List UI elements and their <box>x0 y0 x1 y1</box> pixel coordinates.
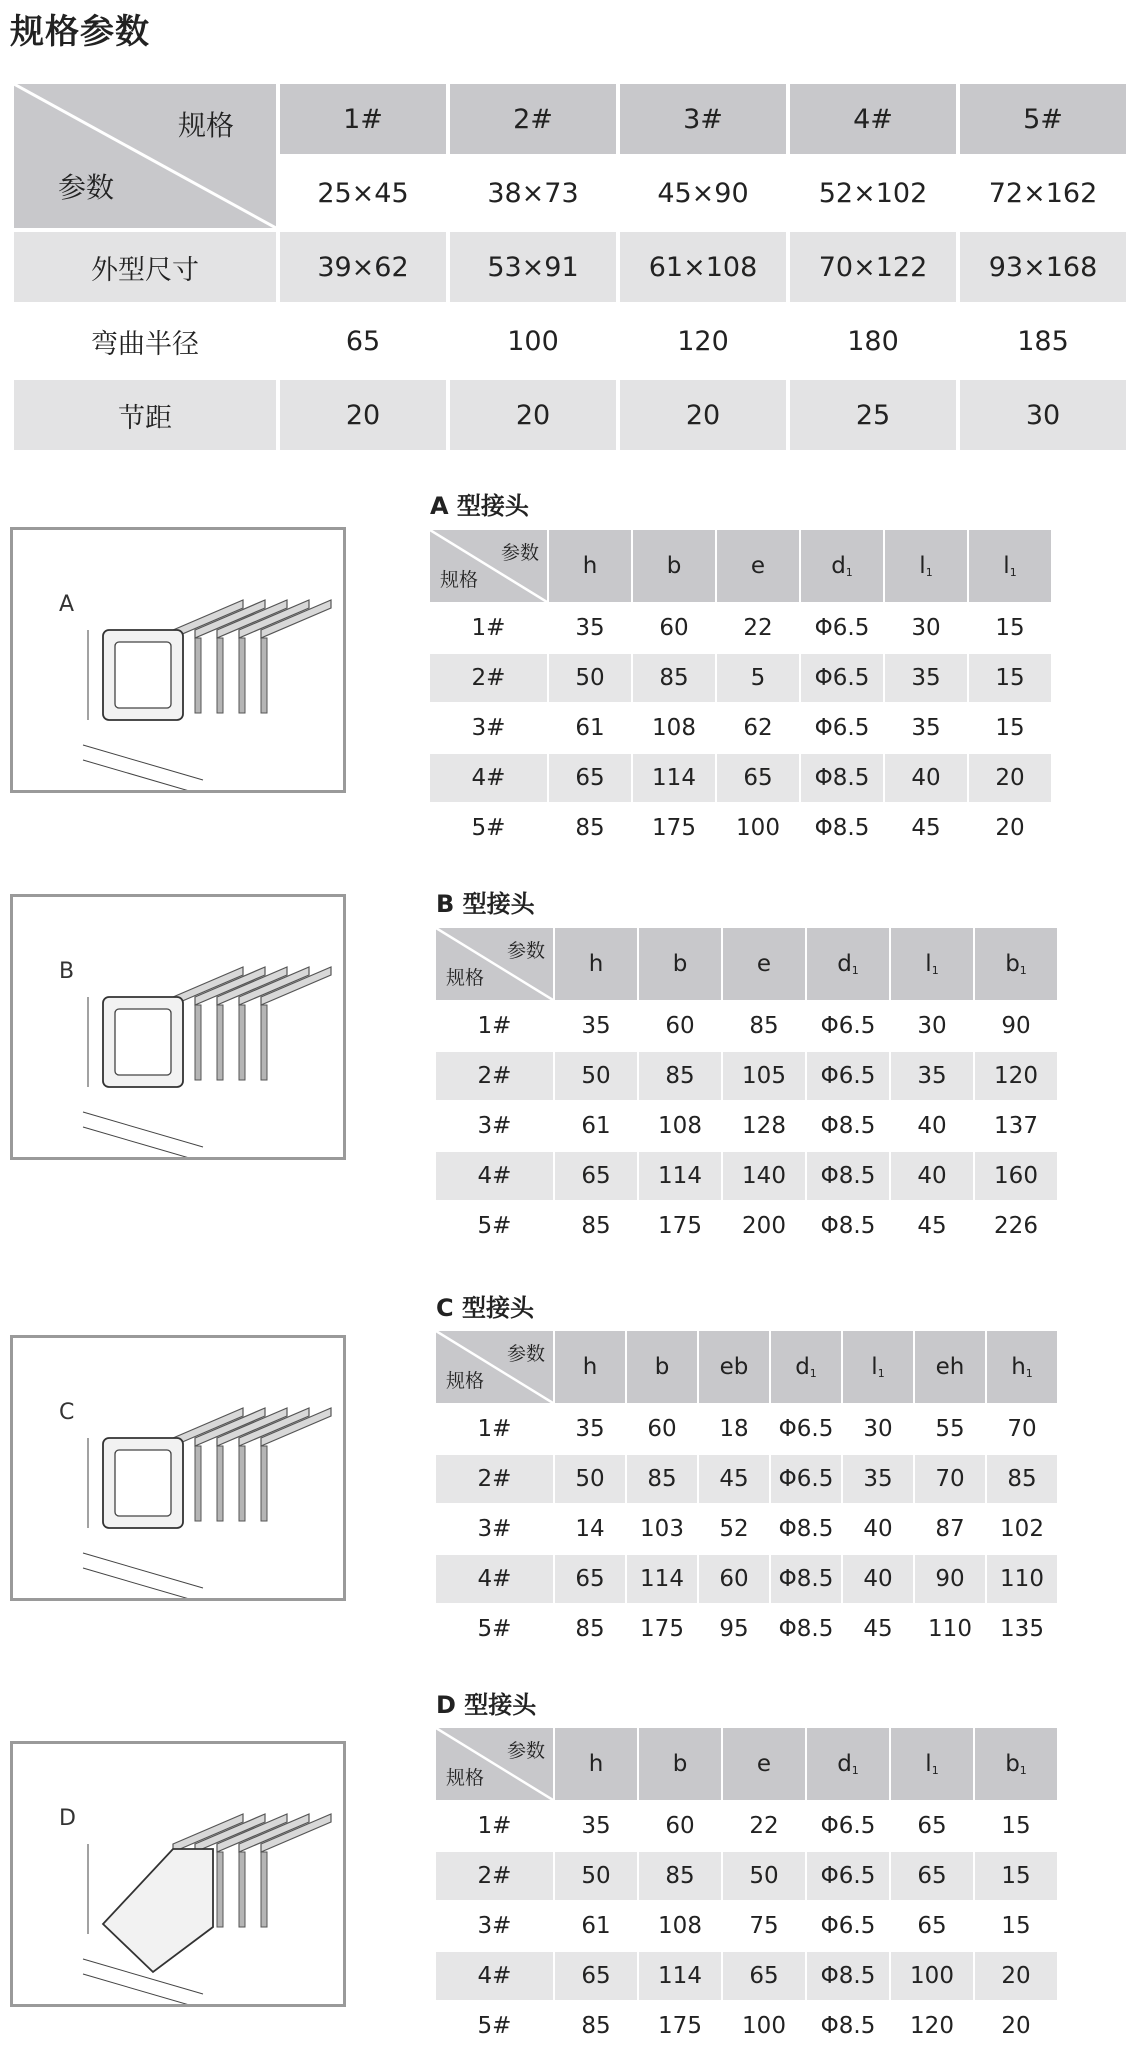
corner-label-spec: 规格 <box>446 967 485 989</box>
table-cell: 61×108 <box>620 232 786 302</box>
table-cell: 61 <box>581 1913 611 1939</box>
column-header: eh <box>915 1331 985 1403</box>
table-cell: 226 <box>994 1213 1038 1239</box>
table-cell: 18 <box>719 1416 749 1442</box>
joint-illustration <box>13 1744 343 2004</box>
slat-side <box>239 1005 245 1080</box>
row-label: 4# <box>436 1952 553 2000</box>
joint-image-letter: D <box>59 1806 76 1831</box>
table-cell: 20 <box>1001 2013 1031 2039</box>
column-header: h <box>549 530 631 602</box>
column-header: $l_1$ <box>885 530 967 602</box>
table-cell: 65 <box>549 754 631 802</box>
table-cell: 40 <box>885 754 967 802</box>
slat-side <box>261 1005 267 1080</box>
column-header: b <box>633 530 715 602</box>
table-row <box>436 1952 1057 2000</box>
table-cell: Φ8.5 <box>771 1555 841 1603</box>
table-cell: 108 <box>658 1913 702 1939</box>
spec-corner-cell <box>14 84 276 228</box>
joint-image <box>10 1335 346 1601</box>
column-header: b <box>627 1331 697 1403</box>
table-cell: 87 <box>935 1516 965 1542</box>
table-cell: 50 <box>555 1455 625 1503</box>
table-cell: 45 <box>917 1213 947 1239</box>
table-cell: 85 <box>639 1052 721 1100</box>
joint-opening <box>115 1009 171 1075</box>
row-label: 4# <box>430 754 547 802</box>
corner-label-param: 参数 <box>506 940 545 962</box>
joint-image-letter: A <box>59 592 75 617</box>
corner-label-param: 参数 <box>506 1740 545 1762</box>
table-row <box>436 1152 1057 1200</box>
joint-corner-cell <box>436 1331 553 1403</box>
size-header: 4# <box>790 84 956 154</box>
joint-image <box>10 894 346 1160</box>
table-cell: 200 <box>742 1213 786 1239</box>
table-cell: 95 <box>719 1616 749 1642</box>
table-cell: 175 <box>640 1616 684 1642</box>
column-header: $d_1$ <box>771 1331 841 1403</box>
row-label: 1# <box>477 1416 512 1442</box>
table-cell: Φ6.5 <box>801 654 883 702</box>
table-cell: 65 <box>555 1555 625 1603</box>
table-cell: Φ6.5 <box>807 1052 889 1100</box>
table-cell: 55 <box>935 1416 965 1442</box>
row-label: 2# <box>436 1852 553 1900</box>
table-cell: 61 <box>581 1113 611 1139</box>
table-cell: 85 <box>575 815 605 841</box>
table-row <box>436 1455 1057 1503</box>
table-cell: 35 <box>575 1416 605 1442</box>
row-label: 弯曲半径 <box>91 328 199 360</box>
column-header: b <box>639 928 721 1000</box>
table-cell: 20 <box>995 815 1025 841</box>
table-cell: 110 <box>928 1616 972 1642</box>
slat-side <box>239 1446 245 1521</box>
row-label: 2# <box>436 1455 553 1503</box>
column-header: e <box>717 530 799 602</box>
slat-side <box>261 638 267 713</box>
column-header: $d_1$ <box>807 928 889 1000</box>
table-row <box>436 2002 1057 2050</box>
table-cell: Φ8.5 <box>820 2013 876 2039</box>
table-cell: 50 <box>549 654 631 702</box>
table-cell: 60 <box>665 1013 695 1039</box>
column-header: h <box>555 1728 637 1800</box>
table-cell: 35 <box>581 1813 611 1839</box>
slat-side <box>261 1446 267 1521</box>
table-cell: 105 <box>723 1052 805 1100</box>
table-cell: 65 <box>717 754 799 802</box>
table-cell: 65 <box>917 1813 947 1839</box>
table-cell: 20 <box>975 1952 1057 2000</box>
joint-corner-cell <box>436 928 553 1000</box>
table-cell: 103 <box>640 1516 684 1542</box>
table-cell: 65 <box>917 1913 947 1939</box>
table-cell: 15 <box>1001 1813 1031 1839</box>
table-cell: 50 <box>555 1052 637 1100</box>
table-row <box>436 1102 1057 1150</box>
table-row <box>436 1852 1057 1900</box>
column-header: h <box>555 1331 625 1403</box>
table-cell: 108 <box>658 1113 702 1139</box>
table-cell: 14 <box>575 1516 605 1542</box>
row-label: 节距 <box>14 380 276 450</box>
column-header: $b_1$ <box>975 1728 1057 1800</box>
table-row <box>430 754 1051 802</box>
connector-drawing <box>83 1408 331 1598</box>
table-cell: 140 <box>723 1152 805 1200</box>
page-title: 规格参数 <box>10 12 150 52</box>
table-row <box>436 1555 1057 1603</box>
size-header: 5# <box>960 84 1126 154</box>
row-label: 5# <box>477 1213 512 1239</box>
table-cell: Φ8.5 <box>820 1213 876 1239</box>
size-header: 2# <box>450 84 616 154</box>
table-cell: 65 <box>891 1852 973 1900</box>
table-cell: 50 <box>555 1852 637 1900</box>
table-row <box>436 1052 1057 1100</box>
joint-table <box>434 926 1059 1252</box>
joint-illustration <box>13 897 343 1157</box>
table-cell: 114 <box>639 1152 721 1200</box>
table-cell: Φ8.5 <box>778 1516 834 1542</box>
joint-image-letter: C <box>59 1400 75 1425</box>
table-cell: 85 <box>581 2013 611 2039</box>
table-cell: 160 <box>975 1152 1057 1200</box>
row-label: 5# <box>477 2013 512 2039</box>
table-cell: 100 <box>736 815 780 841</box>
joint-opening <box>115 1450 171 1516</box>
table-cell: 85 <box>575 1616 605 1642</box>
row-label: 3# <box>471 715 506 741</box>
table-cell: 15 <box>975 1852 1057 1900</box>
column-header: $l_1$ <box>843 1331 913 1403</box>
corner-label-spec: 规格 <box>446 1370 485 1392</box>
table-cell: 137 <box>994 1113 1038 1139</box>
row-label: 外型尺寸 <box>14 232 276 302</box>
table-cell: 60 <box>647 1416 677 1442</box>
table-cell: 40 <box>891 1152 973 1200</box>
slat-side <box>239 1852 245 1927</box>
table-row <box>430 654 1051 702</box>
table-cell: 60 <box>699 1555 769 1603</box>
table-cell: Φ6.5 <box>814 715 870 741</box>
table-cell: 175 <box>652 815 696 841</box>
slat-side <box>195 1005 201 1080</box>
table-cell: 70 <box>915 1455 985 1503</box>
joint-title: A 型接头 <box>430 492 529 520</box>
table-row <box>436 1405 1057 1453</box>
table-cell: 40 <box>843 1555 913 1603</box>
table-cell: 85 <box>627 1455 697 1503</box>
table-cell: Φ6.5 <box>778 1416 834 1442</box>
slat-side <box>195 1446 201 1521</box>
table-cell: 90 <box>1001 1013 1031 1039</box>
table-row <box>430 604 1051 652</box>
size-header: 1# <box>280 84 446 154</box>
table-cell: 20 <box>620 380 786 450</box>
table-cell: 85 <box>639 1852 721 1900</box>
table-row <box>436 1902 1057 1950</box>
table-cell: 120 <box>677 325 729 357</box>
row-label: 3# <box>477 1516 512 1542</box>
table-cell: 65 <box>555 1152 637 1200</box>
table-cell: 35 <box>891 1052 973 1100</box>
row-label: 2# <box>430 654 547 702</box>
table-cell: 45 <box>911 815 941 841</box>
column-header: $l_1$ <box>969 530 1051 602</box>
table-cell: Φ6.5 <box>814 615 870 641</box>
table-row <box>436 1002 1057 1050</box>
table-cell: 52 <box>719 1516 749 1542</box>
table-cell: 40 <box>917 1113 947 1139</box>
table-cell: 15 <box>969 654 1051 702</box>
table-cell: Φ8.5 <box>807 1152 889 1200</box>
table-cell: 22 <box>743 615 773 641</box>
table-cell: Φ8.5 <box>801 754 883 802</box>
table-cell: 20 <box>280 380 446 450</box>
column-header: e <box>723 1728 805 1800</box>
table-cell: 40 <box>863 1516 893 1542</box>
table-cell: 102 <box>1000 1516 1044 1542</box>
slat-side <box>239 638 245 713</box>
table-cell: 45 <box>863 1616 893 1642</box>
table-cell: 75 <box>749 1913 779 1939</box>
table-cell: 108 <box>652 715 696 741</box>
table-cell: Φ6.5 <box>771 1455 841 1503</box>
table-cell: 35 <box>575 615 605 641</box>
table-cell: Φ6.5 <box>820 1013 876 1039</box>
row-label: 3# <box>477 1113 512 1139</box>
column-header: $d_1$ <box>807 1728 889 1800</box>
table-cell: 15 <box>1001 1913 1031 1939</box>
corner-label-param: 参数 <box>500 542 539 564</box>
column-header: h <box>555 928 637 1000</box>
table-row <box>436 1202 1057 1250</box>
table-cell: 61 <box>575 715 605 741</box>
table-cell: 85 <box>987 1455 1057 1503</box>
joint-illustration <box>13 1338 343 1598</box>
table-cell: 62 <box>743 715 773 741</box>
connector-drawing <box>83 600 331 790</box>
table-cell: 53×91 <box>450 232 616 302</box>
corner-label-spec: 规格 <box>446 1767 485 1789</box>
table-row <box>430 704 1051 752</box>
inner-size: 72×162 <box>988 177 1098 209</box>
joint-table <box>434 1329 1059 1655</box>
joint-title: C 型接头 <box>436 1294 534 1322</box>
table-cell: 114 <box>627 1555 697 1603</box>
slat-side <box>217 1852 223 1927</box>
row-label: 4# <box>436 1555 553 1603</box>
table-cell: 175 <box>658 1213 702 1239</box>
table-row <box>436 1802 1057 1850</box>
table-cell: 35 <box>911 715 941 741</box>
table-cell: 114 <box>633 754 715 802</box>
row-label: 3# <box>477 1913 512 1939</box>
joint-title: D 型接头 <box>436 1691 537 1719</box>
table-cell: 30 <box>863 1416 893 1442</box>
table-row <box>430 804 1051 852</box>
slat-side <box>217 1446 223 1521</box>
table-cell: 114 <box>639 1952 721 2000</box>
row-label: 1# <box>477 1813 512 1839</box>
corner-label-spec: 规格 <box>440 569 479 591</box>
table-cell: 85 <box>581 1213 611 1239</box>
inner-size: 38×73 <box>487 177 579 209</box>
table-cell: 180 <box>847 325 899 357</box>
table-cell: 65 <box>345 325 381 357</box>
table-cell: 50 <box>723 1852 805 1900</box>
table-cell: 100 <box>507 325 559 357</box>
connector-drawing <box>83 1814 331 2004</box>
table-cell: 185 <box>1017 325 1069 357</box>
table-cell: 135 <box>1000 1616 1044 1642</box>
connector-drawing <box>83 967 331 1157</box>
corner-label-param: 参数 <box>506 1343 545 1365</box>
table-cell: 85 <box>749 1013 779 1039</box>
table-cell: 120 <box>975 1052 1057 1100</box>
table-cell: 15 <box>995 715 1025 741</box>
table-cell: 110 <box>987 1555 1057 1603</box>
table-cell: 100 <box>742 2013 786 2039</box>
joint-image <box>10 1741 346 2007</box>
column-header: $b_1$ <box>975 928 1057 1000</box>
column-header: $h_1$ <box>987 1331 1057 1403</box>
row-label: 2# <box>436 1052 553 1100</box>
joint-opening <box>115 642 171 708</box>
joint-table <box>434 1726 1059 2052</box>
inner-size: 25×45 <box>317 177 409 209</box>
slat-side <box>217 1005 223 1080</box>
table-cell: Φ6.5 <box>820 1913 876 1939</box>
table-cell: 60 <box>665 1813 695 1839</box>
table-cell: 60 <box>659 615 689 641</box>
table-cell: 30 <box>960 380 1126 450</box>
inner-size: 45×90 <box>657 177 749 209</box>
table-cell: 128 <box>742 1113 786 1139</box>
table-cell: 25 <box>790 380 956 450</box>
table-cell: 90 <box>915 1555 985 1603</box>
row-label: 1# <box>477 1013 512 1039</box>
table-cell: 45 <box>699 1455 769 1503</box>
table-cell: 35 <box>581 1013 611 1039</box>
table-cell: 39×62 <box>280 232 446 302</box>
inner-size: 52×102 <box>818 177 928 209</box>
table-cell: Φ8.5 <box>778 1616 834 1642</box>
row-label: 4# <box>436 1152 553 1200</box>
joint-frame <box>103 1849 213 1972</box>
joint-corner-cell <box>436 1728 553 1800</box>
row-label: 1# <box>471 615 506 641</box>
table-cell: Φ8.5 <box>820 1113 876 1139</box>
column-header: $l_1$ <box>891 928 973 1000</box>
table-cell: 15 <box>995 615 1025 641</box>
table-cell: 120 <box>910 2013 954 2039</box>
row-label: 5# <box>477 1616 512 1642</box>
table-cell: 30 <box>917 1013 947 1039</box>
table-cell: Φ8.5 <box>807 1952 889 2000</box>
joint-image <box>10 527 346 793</box>
joint-title: B 型接头 <box>436 890 535 918</box>
table-cell: 65 <box>723 1952 805 2000</box>
slat-side <box>261 1852 267 1927</box>
table-cell: Φ6.5 <box>807 1852 889 1900</box>
column-header: b <box>639 1728 721 1800</box>
table-cell: 65 <box>555 1952 637 2000</box>
column-header: $d_1$ <box>801 530 883 602</box>
joint-corner-cell <box>430 530 547 602</box>
table-row <box>436 1505 1057 1553</box>
table-cell: 30 <box>911 615 941 641</box>
slat-side <box>195 638 201 713</box>
table-cell: 35 <box>885 654 967 702</box>
corner-label-spec: 规格 <box>177 109 234 142</box>
spec-table <box>10 80 1130 454</box>
table-cell: 22 <box>749 1813 779 1839</box>
row-label: 5# <box>471 815 506 841</box>
table-cell: 85 <box>633 654 715 702</box>
table-cell: 20 <box>969 754 1051 802</box>
corner-label-param: 参数 <box>58 171 115 204</box>
joint-table <box>428 528 1053 854</box>
table-row <box>436 1605 1057 1653</box>
table-cell: 35 <box>843 1455 913 1503</box>
diagonal-line <box>14 84 276 228</box>
joint-image-letter: B <box>59 959 75 984</box>
table-cell: Φ6.5 <box>820 1813 876 1839</box>
table-cell: 20 <box>450 380 616 450</box>
column-header: eb <box>699 1331 769 1403</box>
table-cell: 93×168 <box>960 232 1126 302</box>
size-header: 3# <box>620 84 786 154</box>
table-cell: 100 <box>891 1952 973 2000</box>
slat-side <box>217 638 223 713</box>
table-cell: 70×122 <box>790 232 956 302</box>
table-cell: 5 <box>717 654 799 702</box>
column-header: $l_1$ <box>891 1728 973 1800</box>
joint-illustration <box>13 530 343 790</box>
table-cell: Φ8.5 <box>814 815 870 841</box>
table-cell: 175 <box>658 2013 702 2039</box>
table-cell: 70 <box>1007 1416 1037 1442</box>
column-header: e <box>723 928 805 1000</box>
